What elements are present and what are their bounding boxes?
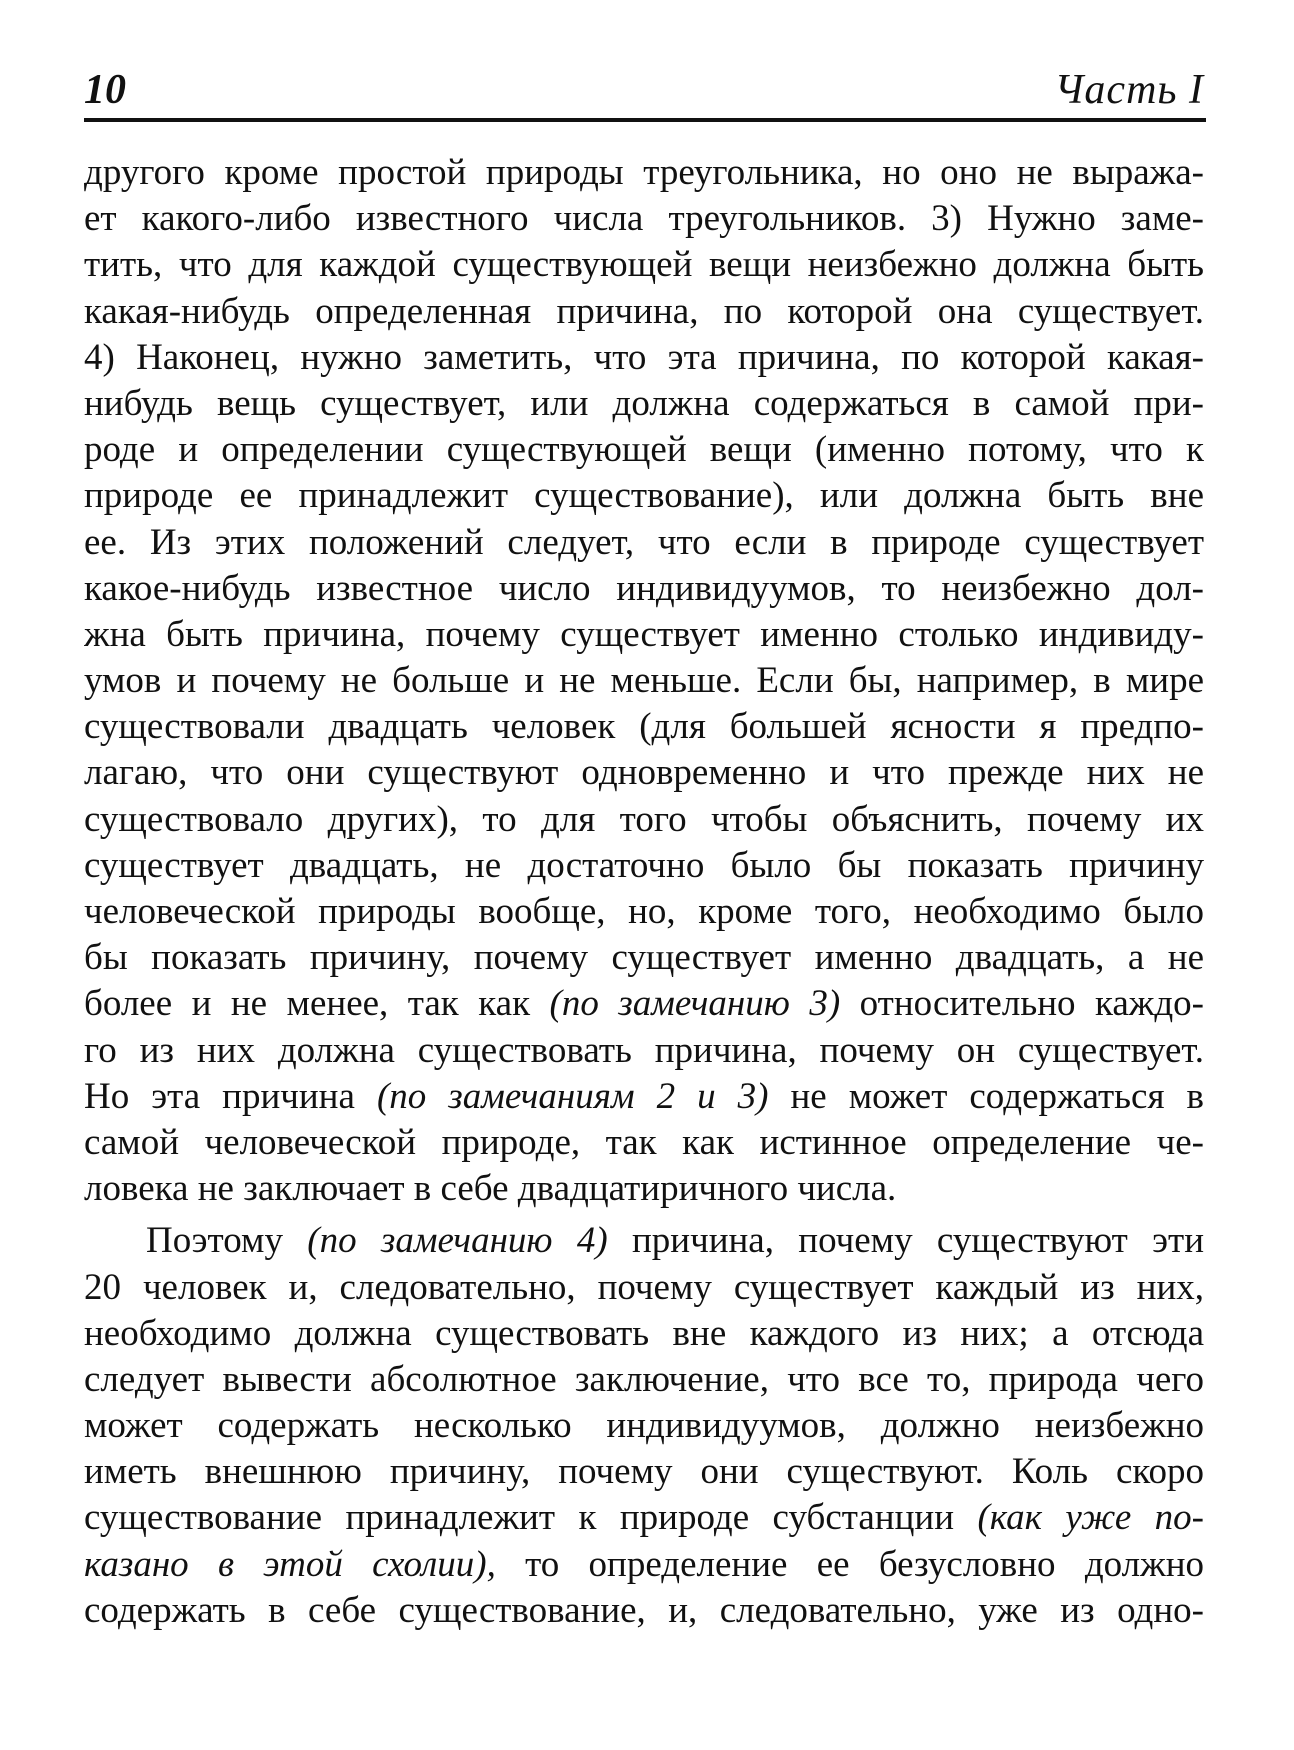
text-line: ее. Из этих положений следует, что если в природе существует (84, 521, 1204, 563)
cross-reference: (по замечаниям 2 и 3) (376, 1075, 769, 1117)
paragraph-1 (84, 150, 1204, 1212)
header-rule (84, 118, 1206, 122)
text-line: лагаю, что они существуют одновременно и что прежде них не (84, 752, 1204, 794)
text-line: следует вывести абсолютное заключение, что все то, природа чего (84, 1358, 1204, 1400)
cross-reference: (по замечанию 4) (307, 1220, 608, 1262)
page-header (84, 62, 1204, 118)
text-line: 20 человек и, следовательно, почему существует каждый из них, (84, 1266, 1204, 1308)
text-line: бы показать причину, почему существует именно двадцать, а не (84, 937, 1204, 979)
text-line: Поэтому (по замечанию 4) причина, почему существуют эти (146, 1220, 1204, 1262)
text-line: казано в этой схолии), то определение ее безусловно должно (84, 1543, 1204, 1585)
cross-reference: казано в этой схолии), (84, 1543, 496, 1585)
text-line: роде и определении существующей вещи (именно потому, что к (84, 429, 1204, 471)
text-line: существует двадцать, не достаточно было бы показать причину (84, 844, 1204, 886)
text-line: человеческой природы вообще, но, кроме того, необходимо было (84, 891, 1204, 932)
text-line: Но эта причина (по замечаниям 2 и 3) не может содержаться в (84, 1075, 1204, 1117)
running-head: Часть I (1054, 67, 1204, 113)
cross-reference: (по замечанию 3) (549, 983, 841, 1025)
text-line: содержать в себе существование, и, следовательно, уже из одно- (84, 1589, 1204, 1631)
text-line: необходимо должна существовать вне каждого из них; а отсюда (84, 1312, 1204, 1354)
text-line: самой человеческой природе, так как истинное определение че- (84, 1121, 1204, 1163)
cross-reference: (как уже по- (977, 1497, 1204, 1539)
text-line: существовало других), то для того чтобы объяснить, почему их (84, 798, 1204, 840)
paragraph-2 (84, 1218, 1204, 1634)
text-line: какое-нибудь известное число индивидуумов, то неизбежно дол- (84, 567, 1204, 609)
text-line: нибудь вещь существует, или должна содержаться в самой при- (84, 382, 1204, 424)
text-line: природе ее принадлежит существование), или должна быть вне (84, 475, 1204, 517)
text-line: иметь внешнюю причину, почему они существуют. Коль скоро (84, 1451, 1204, 1493)
text-line: какая-нибудь определенная причина, по которой она существует. (84, 290, 1204, 332)
page-number: 10 (84, 67, 126, 113)
text-line: существовали двадцать человек (для большей ясности я предпо- (84, 706, 1204, 748)
body-text (84, 150, 1204, 1634)
text-line: более и не менее, так как (по замечанию 3) относительно каждо- (84, 983, 1204, 1025)
text-line: другого кроме простой природы треугольника, но оно не выража- (84, 152, 1204, 193)
text-line: может содержать несколько индивидуумов, должно неизбежно (84, 1405, 1204, 1447)
text-line: го из них должна существовать причина, почему он существует. (84, 1029, 1204, 1071)
text-line: жна быть причина, почему существует именно столько индивиду- (84, 613, 1204, 655)
text-line: тить, что для каждой существующей вещи неизбежно должна быть (84, 244, 1204, 286)
text-line: умов и почему не больше и не меньше. Если бы, например, в мире (84, 660, 1204, 702)
text-line: ет какого-либо известного числа треугольников. 3) Нужно заме- (84, 198, 1204, 240)
text-line: ловека не заключает в себе двадцатиричного числа. (84, 1168, 897, 1210)
text-line: существование принадлежит к природе субстанции (как уже по- (84, 1497, 1204, 1539)
text-line: 4) Наконец, нужно заметить, что эта причина, по которой какая- (84, 336, 1204, 378)
